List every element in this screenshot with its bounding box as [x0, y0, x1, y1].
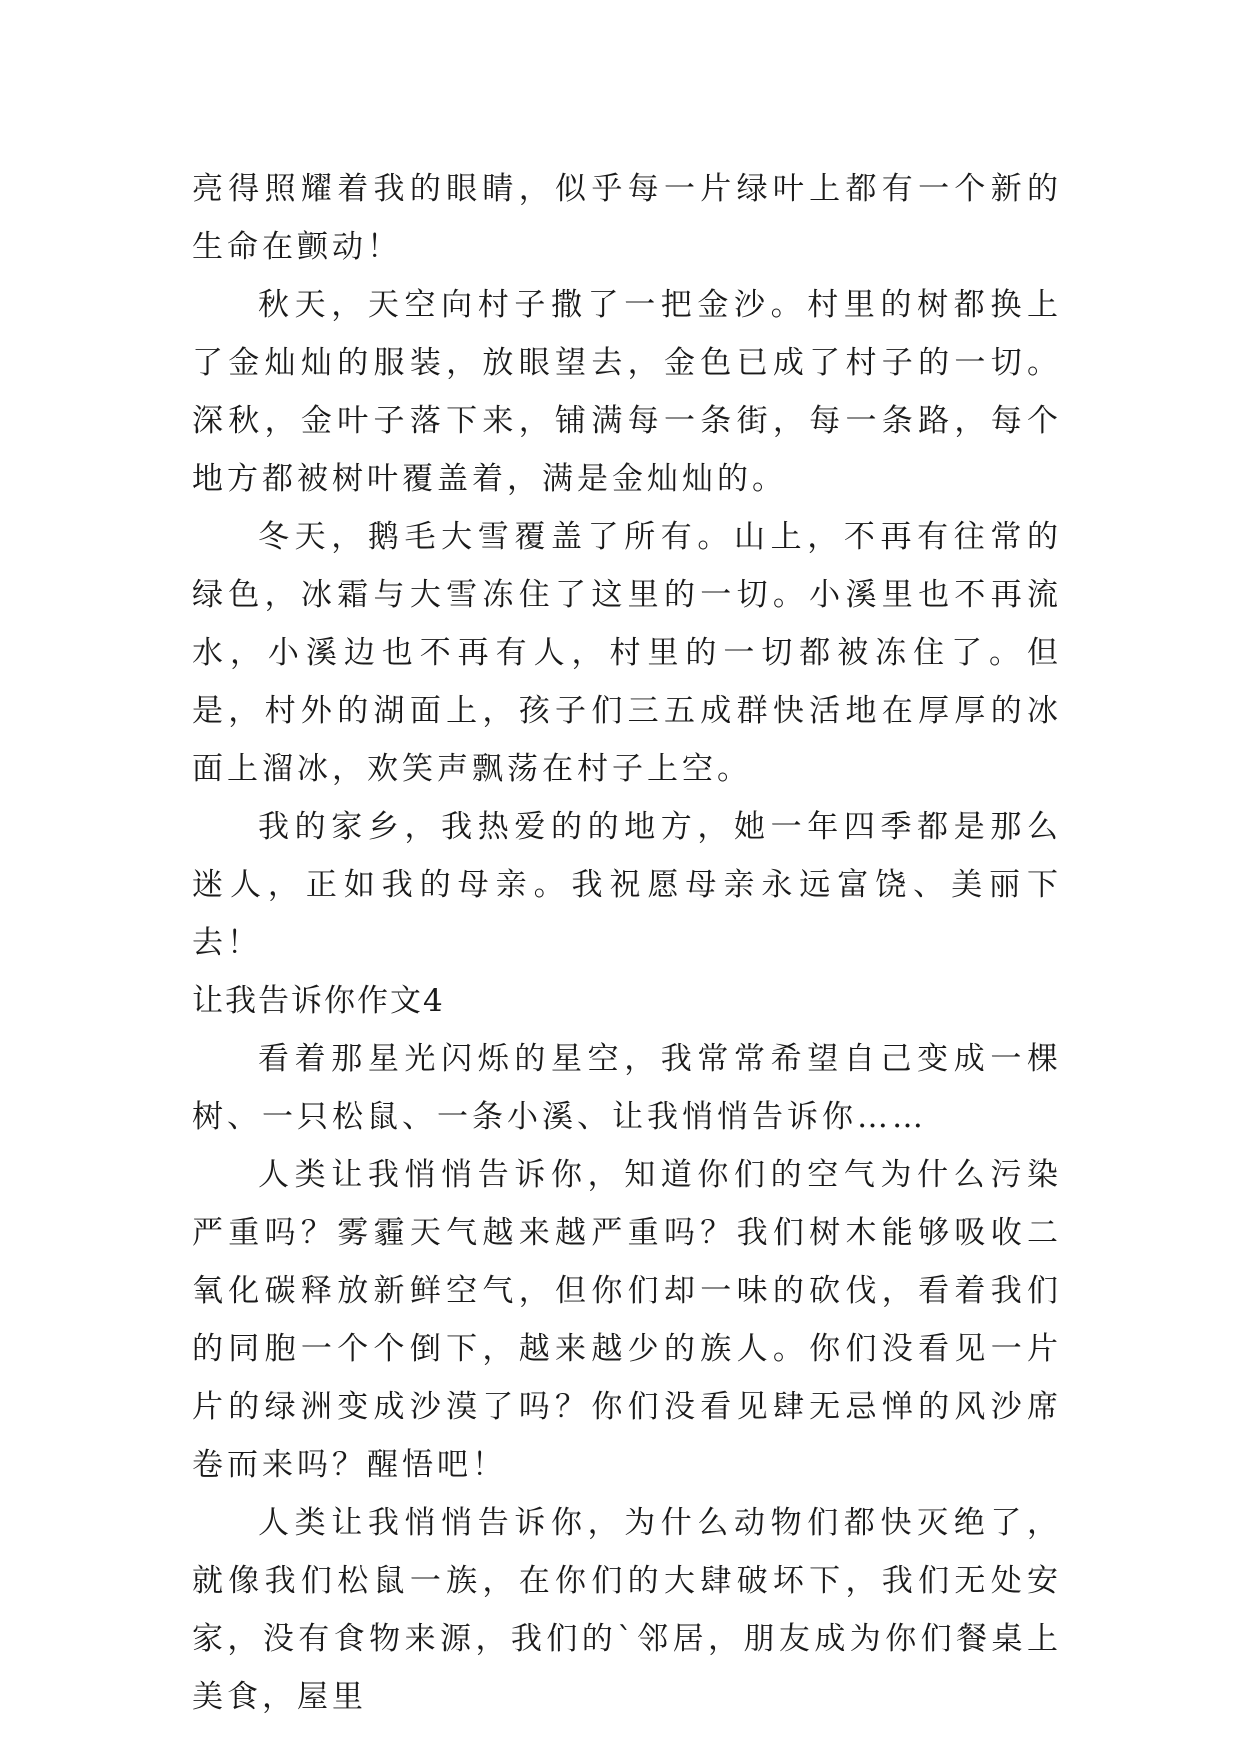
document-body [192, 160, 1062, 1726]
paragraph-conclusion: 我的家乡，我热爱的的地方，她一年四季都是那么迷人，正如我的母亲。我祝愿母亲永远富饶、美丽下去！ [192, 809, 1062, 961]
paragraph-winter: 冬天，鹅毛大雪覆盖了所有。山上，不再有往常的绿色，冰霜与大雪冻住了这里的一切。小溪里也不再流水，小溪边也不再有人，村里的一切都被冻住了。但是，村外的湖面上，孩子们三五成群快活地在厚厚的冰面上溜冰，欢笑声飘荡在村子上空。 [192, 519, 1062, 787]
section-heading: 让我告诉你作文4 [192, 983, 445, 1019]
paragraph-squirrels: 人类让我悄悄告诉你，为什么动物们都快灭绝了，就像我们松鼠一族，在你们的大肆破坏下，我们无处安家，没有食物来源，我们的`邻居，朋友成为你们餐桌上美食，屋里 [192, 1505, 1062, 1715]
paragraph-intro: 看着那星光闪烁的星空，我常常希望自己变成一棵树、一只松鼠、一条小溪、让我悄悄告诉你…… [192, 1041, 1062, 1135]
paragraph-autumn: 秋天，天空向村子撒了一把金沙。村里的树都换上了金灿灿的服装，放眼望去，金色已成了村子的一切。深秋，金叶子落下来，铺满每一条街，每一条路，每个地方都被树叶覆盖着，满是金灿灿的。 [192, 287, 1062, 497]
paragraph-spring-end: 亮得照耀着我的眼睛，似乎每一片绿叶上都有一个新的生命在颤动！ [192, 171, 1062, 265]
paragraph-trees: 人类让我悄悄告诉你，知道你们的空气为什么污染严重吗？雾霾天气越来越严重吗？我们树木能够吸收二氧化碳释放新鲜空气，但你们却一味的砍伐，看着我们的同胞一个个倒下，越来越少的族人。你们没看见一片片的绿洲变成沙漠了吗？你们没看见肆无忌惮的风沙席卷而来吗？醒悟吧！ [192, 1157, 1062, 1483]
